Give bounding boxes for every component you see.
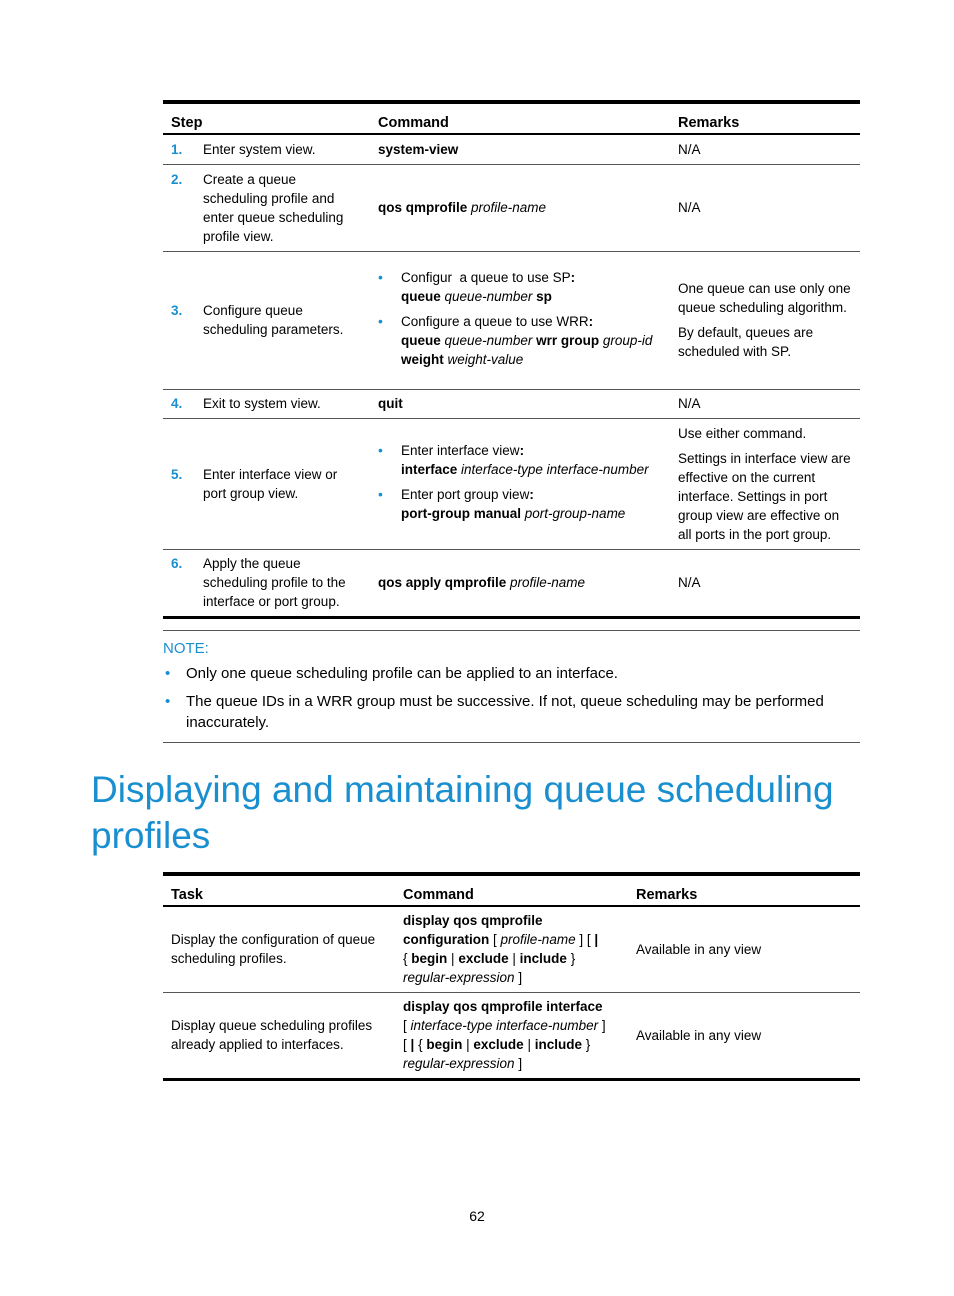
remarks-text: N/A xyxy=(678,575,701,590)
remarks-text: Settings in interface view are effective on the current interface. Settings in port group view are effective on all ports in the port group. xyxy=(678,450,851,542)
bracket: ] xyxy=(518,970,523,986)
step-number: 6. xyxy=(171,556,183,571)
bullet-label: Enter interface view xyxy=(401,442,520,458)
list-item: • The queue IDs in a WRR group must be successive. If not, queue scheduling may be performed inaccurately. xyxy=(163,691,860,733)
header-remarks: Remarks xyxy=(628,874,860,906)
command-keyword: queue xyxy=(401,332,441,348)
command-argument: interface-type interface-number xyxy=(410,1018,599,1033)
pipe-keyword: | xyxy=(410,1037,415,1052)
bullet-colon: : xyxy=(570,269,576,285)
command-keyword: include xyxy=(519,951,567,967)
display-commands-table xyxy=(163,872,860,1081)
step-number: 2. xyxy=(171,171,183,187)
command-keyword: qos apply qmprofile xyxy=(378,575,507,590)
command-keyword: interface xyxy=(401,461,458,477)
command-argument: queue-number xyxy=(444,332,533,348)
command-keyword: begin xyxy=(426,1037,463,1052)
note-list xyxy=(163,663,860,733)
section-title: Displaying and maintaining queue scheduling profiles xyxy=(91,769,834,856)
separator: | xyxy=(512,951,516,967)
remarks-text: N/A xyxy=(678,200,701,215)
command-keyword: exclude xyxy=(458,951,509,967)
command-keyword: weight xyxy=(401,351,444,367)
command-cell xyxy=(395,906,628,992)
command-keyword: sp xyxy=(536,288,552,304)
command-keyword: system-view xyxy=(378,141,459,157)
command-keyword: quit xyxy=(378,396,403,411)
bullet-colon: : xyxy=(519,442,525,458)
step-text: Enter interface view or port group view. xyxy=(203,466,338,501)
step-text: Create a queue scheduling profile and enter queue scheduling profile view. xyxy=(203,171,344,244)
bullet-label: Configure a queue to use WRR xyxy=(401,313,589,329)
note-title: NOTE: xyxy=(163,640,209,657)
table-row xyxy=(163,251,860,389)
brace: } xyxy=(570,951,576,967)
bracket: [ xyxy=(493,932,497,948)
table-row xyxy=(163,418,860,549)
list-item xyxy=(378,441,662,479)
remarks-text: Use either command. xyxy=(678,425,807,441)
command-keyword: begin xyxy=(411,951,448,967)
bracket: [ xyxy=(403,1018,407,1033)
brace: { xyxy=(403,951,408,967)
bracket: ] xyxy=(601,1018,606,1033)
bullet-label: Enter port group view xyxy=(401,486,530,502)
bullet-colon: : xyxy=(588,313,594,329)
separator: | xyxy=(451,951,455,967)
header-command: Command xyxy=(370,102,670,134)
brace: } xyxy=(585,1037,591,1052)
command-argument: queue-number xyxy=(444,288,533,304)
command-argument: port-group-name xyxy=(524,505,626,521)
list-item xyxy=(378,268,662,306)
remarks-text: N/A xyxy=(678,141,701,157)
command-argument: profile-name xyxy=(471,200,547,215)
list-item xyxy=(378,485,662,523)
step-number: 1. xyxy=(171,141,183,157)
step-number: 3. xyxy=(171,303,183,318)
table-row xyxy=(163,134,860,164)
list-item: • Only one queue scheduling profile can be applied to an interface. xyxy=(163,663,860,684)
command-argument: regular-expression xyxy=(403,970,515,986)
list-item xyxy=(378,312,662,369)
command-keyword: display qos qmprofile xyxy=(403,913,543,929)
command-bullet-list xyxy=(378,268,662,369)
table-row xyxy=(163,992,860,1079)
command-keyword: display qos qmprofile interface xyxy=(403,999,603,1014)
step-text: Configure queue scheduling parameters. xyxy=(203,303,344,337)
header-command: Command xyxy=(395,874,628,906)
command-keyword: exclude xyxy=(473,1037,524,1052)
step-text: Apply the queue scheduling profile to the interface or port group. xyxy=(203,556,346,609)
command-argument: weight-value xyxy=(447,351,524,367)
command-keyword: wrr group xyxy=(536,332,600,348)
bracket: ] [ xyxy=(579,932,591,948)
separator: | xyxy=(466,1037,470,1052)
table-row xyxy=(163,549,860,617)
page-number: 62 xyxy=(469,1208,485,1224)
remarks-text: One queue can use only one queue scheduling algorithm. xyxy=(678,281,851,315)
command-argument: interface-type interface-number xyxy=(461,461,649,477)
remarks-text: Available in any view xyxy=(628,906,860,992)
bracket: ] xyxy=(518,1056,523,1071)
header-task: Task xyxy=(163,874,395,906)
command-argument: regular-expression xyxy=(403,1056,515,1071)
brace: { xyxy=(418,1037,423,1052)
command-cell xyxy=(395,992,628,1079)
command-argument: profile-name xyxy=(500,932,576,948)
step-number: 4. xyxy=(171,396,183,411)
header-step: Step xyxy=(163,102,370,134)
remarks-text: By default, queues are scheduled with SP. xyxy=(678,325,814,359)
task-text: Display queue scheduling profiles already applied to interfaces. xyxy=(163,992,395,1079)
separator: | xyxy=(527,1037,531,1052)
task-text: Display the configuration of queue scheduling profiles. xyxy=(163,906,395,992)
step-text: Exit to system view. xyxy=(203,396,321,411)
command-argument: group-id xyxy=(602,332,653,348)
bracket: [ xyxy=(403,1037,407,1052)
note-box xyxy=(163,630,860,743)
command-argument: profile-name xyxy=(510,575,586,590)
pipe-keyword: | xyxy=(594,932,599,948)
queue-scheduling-config-table xyxy=(163,100,860,619)
command-keyword: qos qmprofile xyxy=(378,200,468,215)
remarks-text: Available in any view xyxy=(628,992,860,1079)
command-keyword: configuration xyxy=(403,932,490,948)
header-remarks: Remarks xyxy=(670,102,860,134)
command-keyword: queue xyxy=(401,288,441,304)
step-text: Enter system view. xyxy=(203,141,316,157)
command-keyword: include xyxy=(534,1037,582,1052)
table-row xyxy=(163,906,860,992)
step-number: 5. xyxy=(171,466,183,482)
command-bullet-list xyxy=(378,441,662,523)
remarks-text: N/A xyxy=(678,396,701,411)
bullet-label: Configur a queue to use SP xyxy=(401,269,571,285)
command-keyword: port-group manual xyxy=(401,505,521,521)
bullet-colon: : xyxy=(529,486,534,502)
table-row xyxy=(163,164,860,251)
table-row xyxy=(163,389,860,418)
